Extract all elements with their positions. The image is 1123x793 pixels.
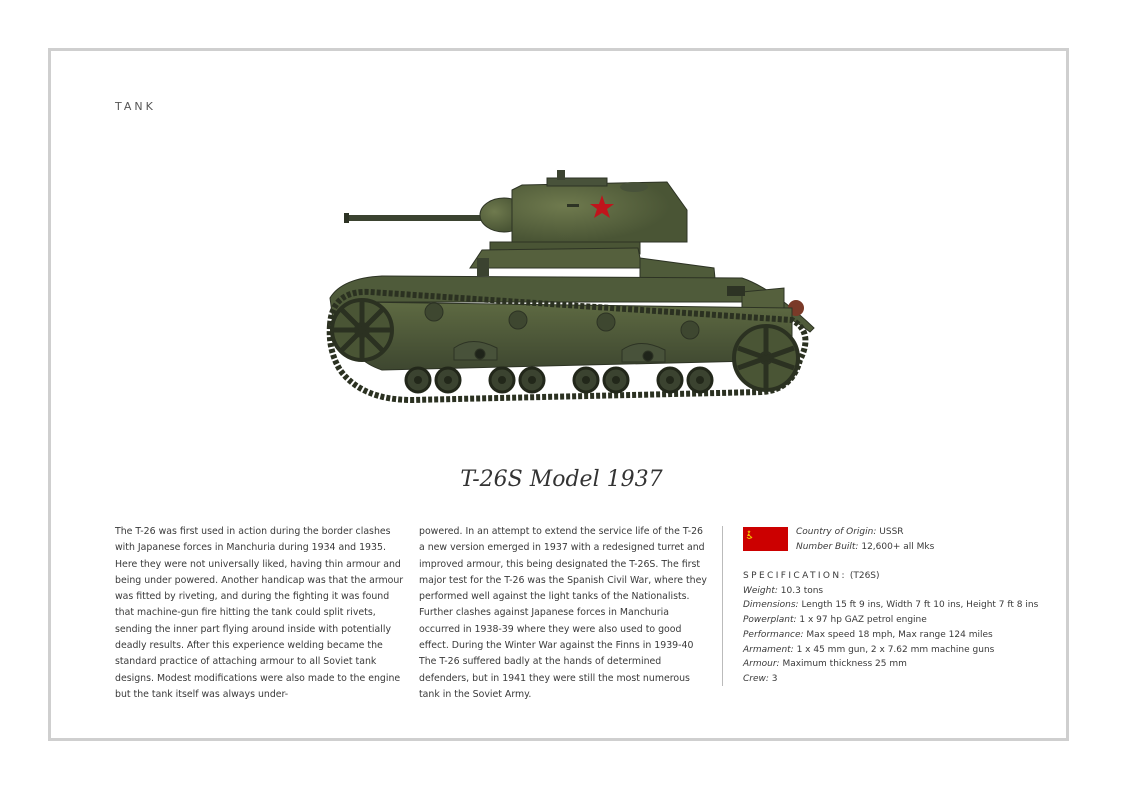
- category-label: TANK: [115, 100, 156, 113]
- spec-performance: Performance: Max speed 18 mph, Max range 124 miles: [743, 629, 993, 640]
- specification-block: [743, 569, 1038, 687]
- spec-dimensions: Dimensions: Length 15 ft 9 ins, Width 7 ft 10 ins, Height 7 ft 8 ins: [743, 600, 1039, 611]
- idler-wheel: [734, 326, 798, 390]
- drive-sprocket: [332, 300, 392, 360]
- tank-illustration: [322, 160, 822, 410]
- description-column-1: The T-26 was first used in action during the border clashes with Japanese forces in Manchuria during 1934 and 1935. Here they were not universally liked, having thin armour and being under powered. Another handicap was that the armour was fitted by riveting, and during the fighting it was found that machine-gun fire hitting the tank could split rivets, sending the inner part flying around inside with potentially deadly results. After this experience welding became the standard practice of attaching armour to all Soviet tank designs. Modest modifications were also made to the engine but the tank itself was always under-: [115, 526, 404, 700]
- page-title: T-26S Model 1937: [460, 467, 663, 492]
- spec-armament: Armament: 1 x 45 mm gun, 2 x 7.62 mm machine guns: [743, 644, 995, 655]
- spec-heading: SPECIFICATION: (T26S): [743, 571, 880, 581]
- spec-crew: Crew: 3: [743, 673, 778, 684]
- column-divider: [722, 526, 723, 686]
- country-of-origin: Country of Origin: USSR: [796, 527, 904, 537]
- spec-powerplant: Powerplant: 1 x 97 hp GAZ petrol engine: [743, 615, 927, 626]
- ussr-flag-icon: [743, 527, 788, 551]
- spec-weight: Weight: 10.3 tons: [743, 585, 824, 596]
- origin-info: [796, 525, 934, 555]
- spec-armour: Armour: Maximum thickness 25 mm: [743, 659, 907, 670]
- description-column-2: powered. In an attempt to extend the service life of the T-26 a new version emerged in 1937 with a redesigned turret and improved armour, this being designated the T-26S. The first major test for the T-26 was the Spanish Civil War, where they performed well against the light tanks of the Nationalists. Further clashes against Japanese forces in Manchuria occurred in 1938-39 where they were also used to good effect. During the Winter War against the Finns in 1939-40 The T-26 suffered badly at the hands of determined defenders, but in 1941 they were still the most numerous tank in the Soviet Army.: [419, 526, 707, 700]
- number-built: Number Built: 12,600+ all Mks: [796, 542, 935, 552]
- main-gun-barrel: [346, 215, 486, 221]
